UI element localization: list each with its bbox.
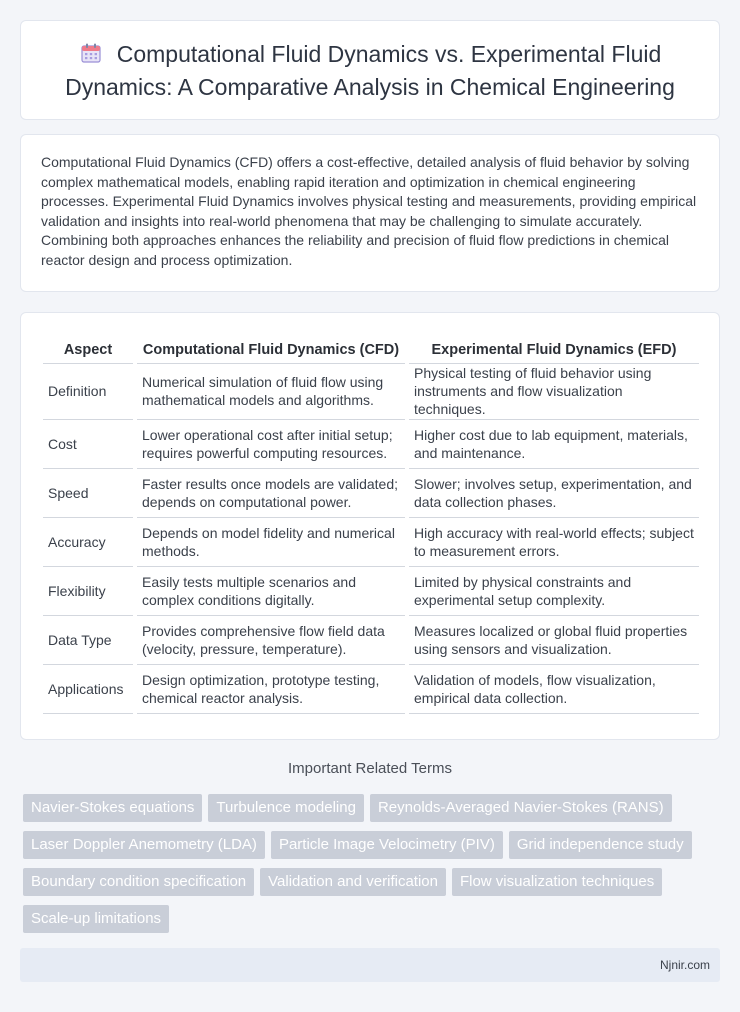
related-term-tag[interactable]: Particle Image Velocimetry (PIV) — [271, 831, 503, 859]
table-header-row — [43, 333, 699, 363]
aspect-cell: Applications — [43, 664, 135, 713]
efd-cell: Validation of models, flow visualization, empirical data collection. — [407, 664, 699, 713]
aspect-cell: Speed — [43, 468, 135, 517]
table-row — [43, 517, 699, 566]
related-terms-list — [23, 794, 717, 933]
page-title-text: Computational Fluid Dynamics vs. Experimental Fluid Dynamics: A Comparative Analysis in Chemical Engineering — [65, 40, 675, 100]
cfd-cell: Numerical simulation of fluid flow using mathematical models and algorithms. — [135, 363, 407, 419]
related-term-tag[interactable]: Laser Doppler Anemometry (LDA) — [23, 831, 265, 859]
table-row — [43, 419, 699, 468]
cfd-cell: Faster results once models are validated; depends on computational power. — [135, 468, 407, 517]
related-term-tag[interactable]: Turbulence modeling — [208, 794, 364, 822]
header-aspect: Aspect — [43, 333, 135, 363]
table-row — [43, 664, 699, 713]
calendar-icon — [79, 41, 103, 72]
aspect-cell: Data Type — [43, 615, 135, 664]
table-row — [43, 468, 699, 517]
efd-cell: Higher cost due to lab equipment, materials, and maintenance. — [407, 419, 699, 468]
cfd-cell: Lower operational cost after initial setup; requires powerful computing resources. — [135, 419, 407, 468]
table-row — [43, 363, 699, 419]
related-term-tag[interactable]: Navier-Stokes equations — [23, 794, 202, 822]
cfd-cell: Provides comprehensive flow field data (velocity, pressure, temperature). — [135, 615, 407, 664]
page-title — [51, 39, 689, 102]
related-term-tag[interactable]: Boundary condition specification — [23, 868, 254, 896]
title-card — [20, 20, 720, 120]
footer-bar — [20, 948, 720, 982]
table-row — [43, 566, 699, 615]
related-term-tag[interactable]: Scale-up limitations — [23, 905, 169, 933]
header-cfd: Computational Fluid Dynamics (CFD) — [135, 333, 407, 363]
aspect-cell: Flexibility — [43, 566, 135, 615]
efd-cell: Physical testing of fluid behavior using instruments and flow visualization techniques. — [407, 363, 699, 419]
cfd-cell: Depends on model fidelity and numerical methods. — [135, 517, 407, 566]
aspect-cell: Cost — [43, 419, 135, 468]
efd-cell: Limited by physical constraints and experimental setup complexity. — [407, 566, 699, 615]
summary-card — [20, 134, 720, 292]
efd-cell: Slower; involves setup, experimentation, and data collection phases. — [407, 468, 699, 517]
efd-cell: High accuracy with real-world effects; subject to measurement errors. — [407, 517, 699, 566]
comparison-table — [43, 333, 699, 714]
cfd-cell: Design optimization, prototype testing, chemical reactor analysis. — [135, 664, 407, 713]
table-row — [43, 615, 699, 664]
aspect-cell: Definition — [43, 363, 135, 419]
related-term-tag[interactable]: Flow visualization techniques — [452, 868, 662, 896]
aspect-cell: Accuracy — [43, 517, 135, 566]
related-term-tag[interactable]: Validation and verification — [260, 868, 446, 896]
footer-site-link[interactable]: Njnir.com — [659, 958, 710, 972]
efd-cell: Measures localized or global fluid properties using sensors and visualization. — [407, 615, 699, 664]
related-term-tag[interactable]: Reynolds-Averaged Navier-Stokes (RANS) — [370, 794, 672, 822]
related-term-tag[interactable]: Grid independence study — [509, 831, 692, 859]
comparison-table-card — [20, 312, 720, 740]
header-efd: Experimental Fluid Dynamics (EFD) — [407, 333, 699, 363]
summary-text: Computational Fluid Dynamics (CFD) offers a cost-effective, detailed analysis of fluid behavior by solving complex mathematical models, enabling rapid iteration and optimization in chemical engineering processes. Experimental Fluid Dynamics involves physical testing and measurements, providing empirical validation and insights into real-world phenomena that may be challenging to simulate accurately. Combining both approaches enhances the reliability and precision of fluid flow predictions in chemical reactor design and process optimization. — [41, 154, 697, 268]
cfd-cell: Easily tests multiple scenarios and complex conditions digitally. — [135, 566, 407, 615]
related-terms-title: Important Related Terms — [288, 760, 452, 777]
